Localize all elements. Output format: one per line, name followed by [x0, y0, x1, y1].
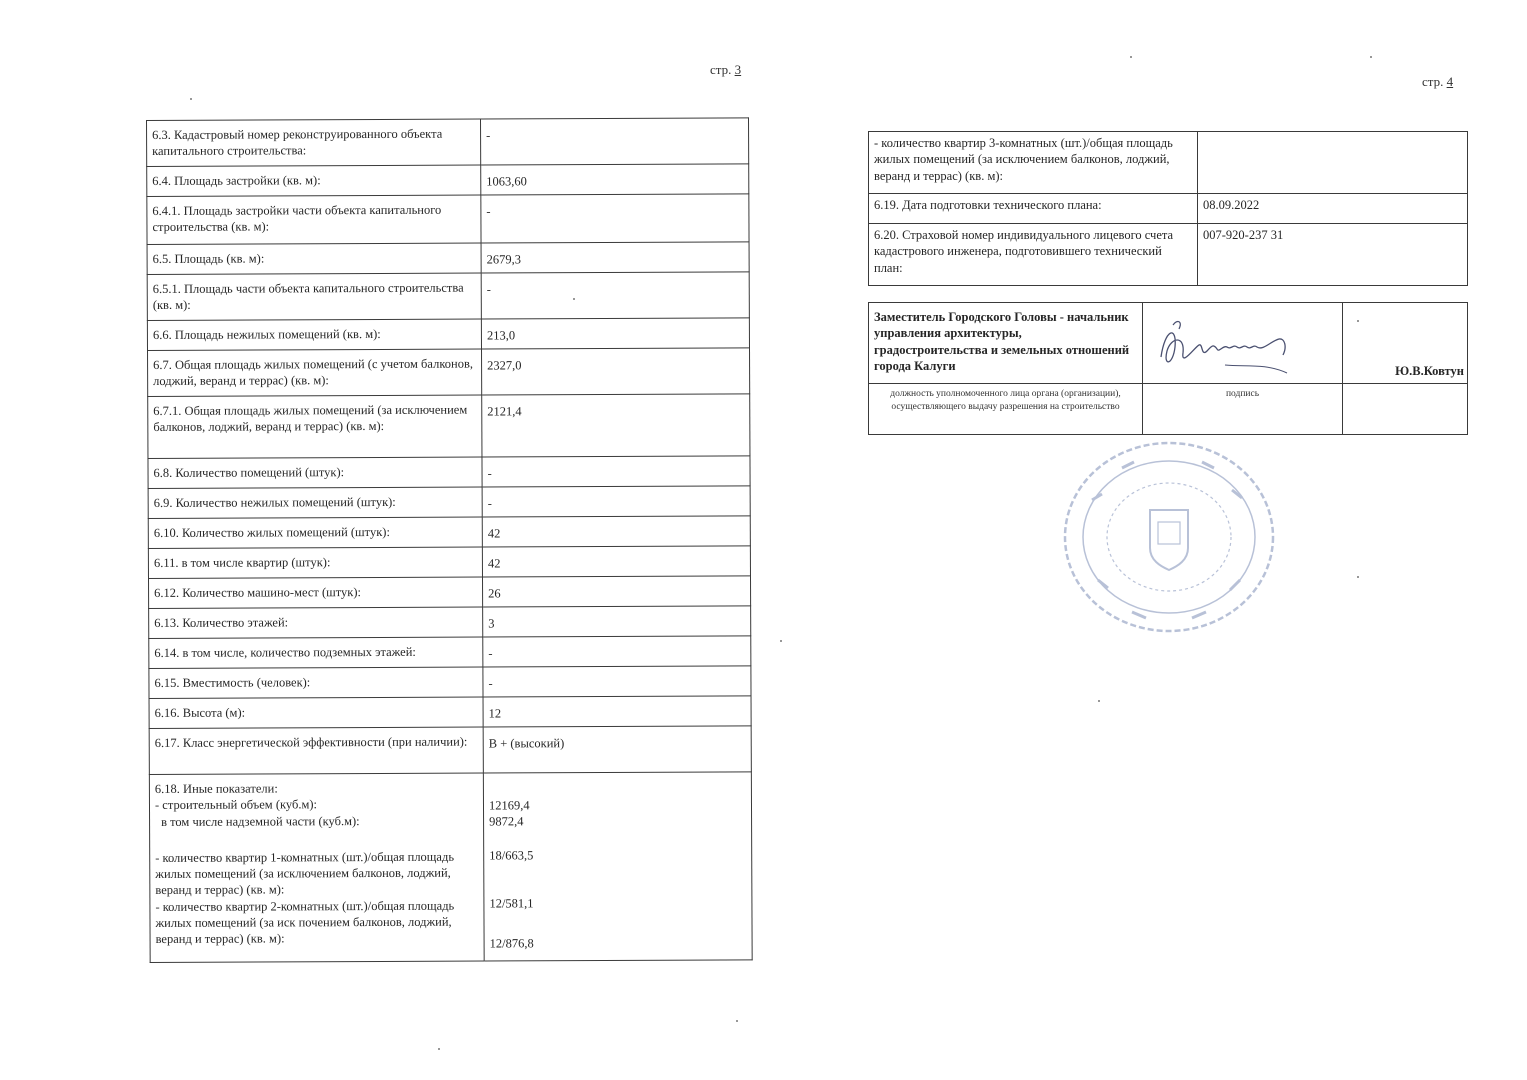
page-number-value: 3 — [734, 62, 742, 77]
table-row — [148, 348, 750, 397]
row-value: 42 — [482, 516, 750, 547]
caption-row — [869, 384, 1468, 435]
left-table-body — [147, 118, 752, 775]
row-label: 6.6. Площадь нежилых помещений (кв. м): — [147, 319, 481, 350]
row-label: 6.11. в том числе квартир (штук): — [148, 547, 482, 578]
row-value: 2327,0 — [482, 348, 750, 395]
other-indicators-values — [483, 772, 752, 961]
table-row — [148, 486, 750, 519]
table-row — [148, 394, 750, 459]
table-row — [149, 666, 751, 699]
signature-row — [869, 303, 1468, 384]
table-row-other — [149, 772, 752, 963]
apt3-value: 12/876,8 — [489, 936, 534, 951]
left-indicators-table — [146, 117, 753, 963]
row-value: 12 — [483, 696, 751, 727]
row-label: 6.19. Дата подготовки технического плана: — [869, 194, 1198, 224]
row-value: 2679,3 — [481, 242, 749, 273]
row-value: 3 — [483, 606, 751, 637]
table-row — [149, 606, 751, 639]
right-table-body — [869, 132, 1468, 286]
apt2-value: 12/581,1 — [489, 896, 534, 911]
official-position: Заместитель Городского Головы - начальник управления архитектуры, градостроительства и земельных отношений города Калуги — [869, 303, 1143, 384]
table-row — [149, 636, 751, 669]
table-row — [148, 456, 750, 489]
volume-value: 12169,4 — [488, 798, 530, 813]
volume-above-value: 9872,4 — [489, 814, 524, 829]
row-value: - — [481, 194, 749, 243]
volume-above-label: в том числе надземной части (куб.м): — [161, 813, 360, 829]
table-row — [148, 516, 750, 549]
row-value: 213,0 — [481, 318, 749, 349]
row-label: 6.9. Количество нежилых помещений (штук): — [148, 487, 482, 518]
table-row — [869, 224, 1468, 286]
page-prefix: стр. — [1422, 74, 1444, 89]
apt2-label: - количество квартир 2-комнатных (шт.)/общая площадь жилых помещений (за иск почением балконов, лоджий, веранд и террас) (кв. м): — [155, 898, 455, 946]
apt1-label: - количество квартир 1-комнатных (шт.)/общая площадь жилых помещений (за исключением балконов, лоджий, веранд и террас) (кв. м): — [155, 849, 455, 898]
row-value: - — [481, 272, 749, 319]
position-caption: должность уполномоченного лица органа (организации), осуществляющего выдачу разрешения на строительство — [869, 384, 1143, 435]
row-label: 6.8. Количество помещений (штук): — [148, 457, 482, 488]
row-label: - количество квартир 3-комнатных (шт.)/общая площадь жилых помещений (за исключением балконов, лоджий, веранд и террас) (кв. м): — [869, 132, 1198, 194]
page-number-left — [710, 62, 741, 78]
row-value: 007-920-237 31 — [1198, 224, 1468, 286]
row-label: 6.14. в том числе, количество подземных этажей: — [149, 637, 483, 668]
right-indicators-table — [868, 131, 1468, 286]
table-row — [869, 132, 1468, 194]
table-row — [148, 546, 750, 579]
page-number-right — [1422, 74, 1453, 90]
table-row — [147, 164, 749, 197]
row-value: B + (высокий) — [483, 726, 751, 773]
row-value: - — [482, 456, 750, 487]
table-row — [147, 242, 749, 275]
table-row — [147, 118, 749, 167]
table-row — [149, 576, 751, 609]
signature-caption: подпись — [1143, 384, 1343, 435]
row-label: 6.17. Класс энергетической эффективности (при наличии): — [149, 727, 483, 774]
row-label: 6.12. Количество машино-мест (штук): — [149, 577, 483, 608]
signature-cell — [1143, 303, 1343, 384]
row-label: 6.7.1. Общая площадь жилых помещений (за исключением балконов, лоджий, веранд и террас) (кв. м): — [148, 395, 482, 458]
volume-label: - строительный объем (куб.м): — [154, 797, 318, 813]
row-label: 6.16. Высота (м): — [149, 697, 483, 728]
other-heading: 6.18. Иные показатели: — [154, 781, 278, 796]
handwritten-signature — [1155, 317, 1295, 377]
table-row — [869, 194, 1468, 224]
row-label: 6.7. Общая площадь жилых помещений (с учетом балконов, лоджий, веранд и террас) (кв. м): — [148, 349, 482, 396]
signature-block — [868, 302, 1468, 435]
row-label: 6.4.1. Площадь застройки части объекта капитального строительства (кв. м): — [147, 195, 481, 244]
apt1-value: 18/663,5 — [489, 847, 534, 863]
row-value: - — [483, 636, 751, 667]
row-value: - — [483, 666, 751, 697]
table-row — [147, 194, 749, 245]
row-label: 6.5.1. Площадь части объекта капитального строительства (кв. м): — [147, 273, 481, 320]
row-value: 26 — [482, 576, 750, 607]
table-row — [147, 318, 749, 351]
row-value: 08.09.2022 — [1198, 194, 1468, 224]
official-seal-stamp — [1062, 440, 1277, 635]
name-caption-empty — [1343, 384, 1468, 435]
row-value: - — [480, 118, 748, 165]
row-label: 6.10. Количество жилых помещений (штук): — [148, 517, 482, 548]
row-value: 2121,4 — [482, 394, 750, 457]
table-row — [149, 696, 751, 729]
row-label: 6.4. Площадь застройки (кв. м): — [147, 165, 481, 196]
official-name: Ю.В.Ковтун — [1343, 303, 1468, 384]
row-label: 6.13. Количество этажей: — [149, 607, 483, 638]
row-label: 6.3. Кадастровый номер реконструированного объекта капитального строительства: — [147, 119, 481, 166]
page-number-value: 4 — [1446, 74, 1454, 89]
row-value: 42 — [482, 546, 750, 577]
row-label: 6.5. Площадь (кв. м): — [147, 243, 481, 274]
row-label: 6.20. Страховой номер индивидуального лицевого счета кадастрового инженера, подготовившего технический план: — [869, 224, 1198, 286]
other-indicators-labels — [149, 773, 484, 963]
row-label: 6.15. Вместимость (человек): — [149, 667, 483, 698]
page-prefix: стр. — [710, 62, 732, 77]
row-value: 1063,60 — [481, 164, 749, 195]
row-value: - — [482, 486, 750, 517]
table-row — [149, 726, 751, 775]
table-row — [147, 272, 749, 321]
other-indicators-section — [149, 772, 752, 963]
row-value — [1198, 132, 1468, 194]
